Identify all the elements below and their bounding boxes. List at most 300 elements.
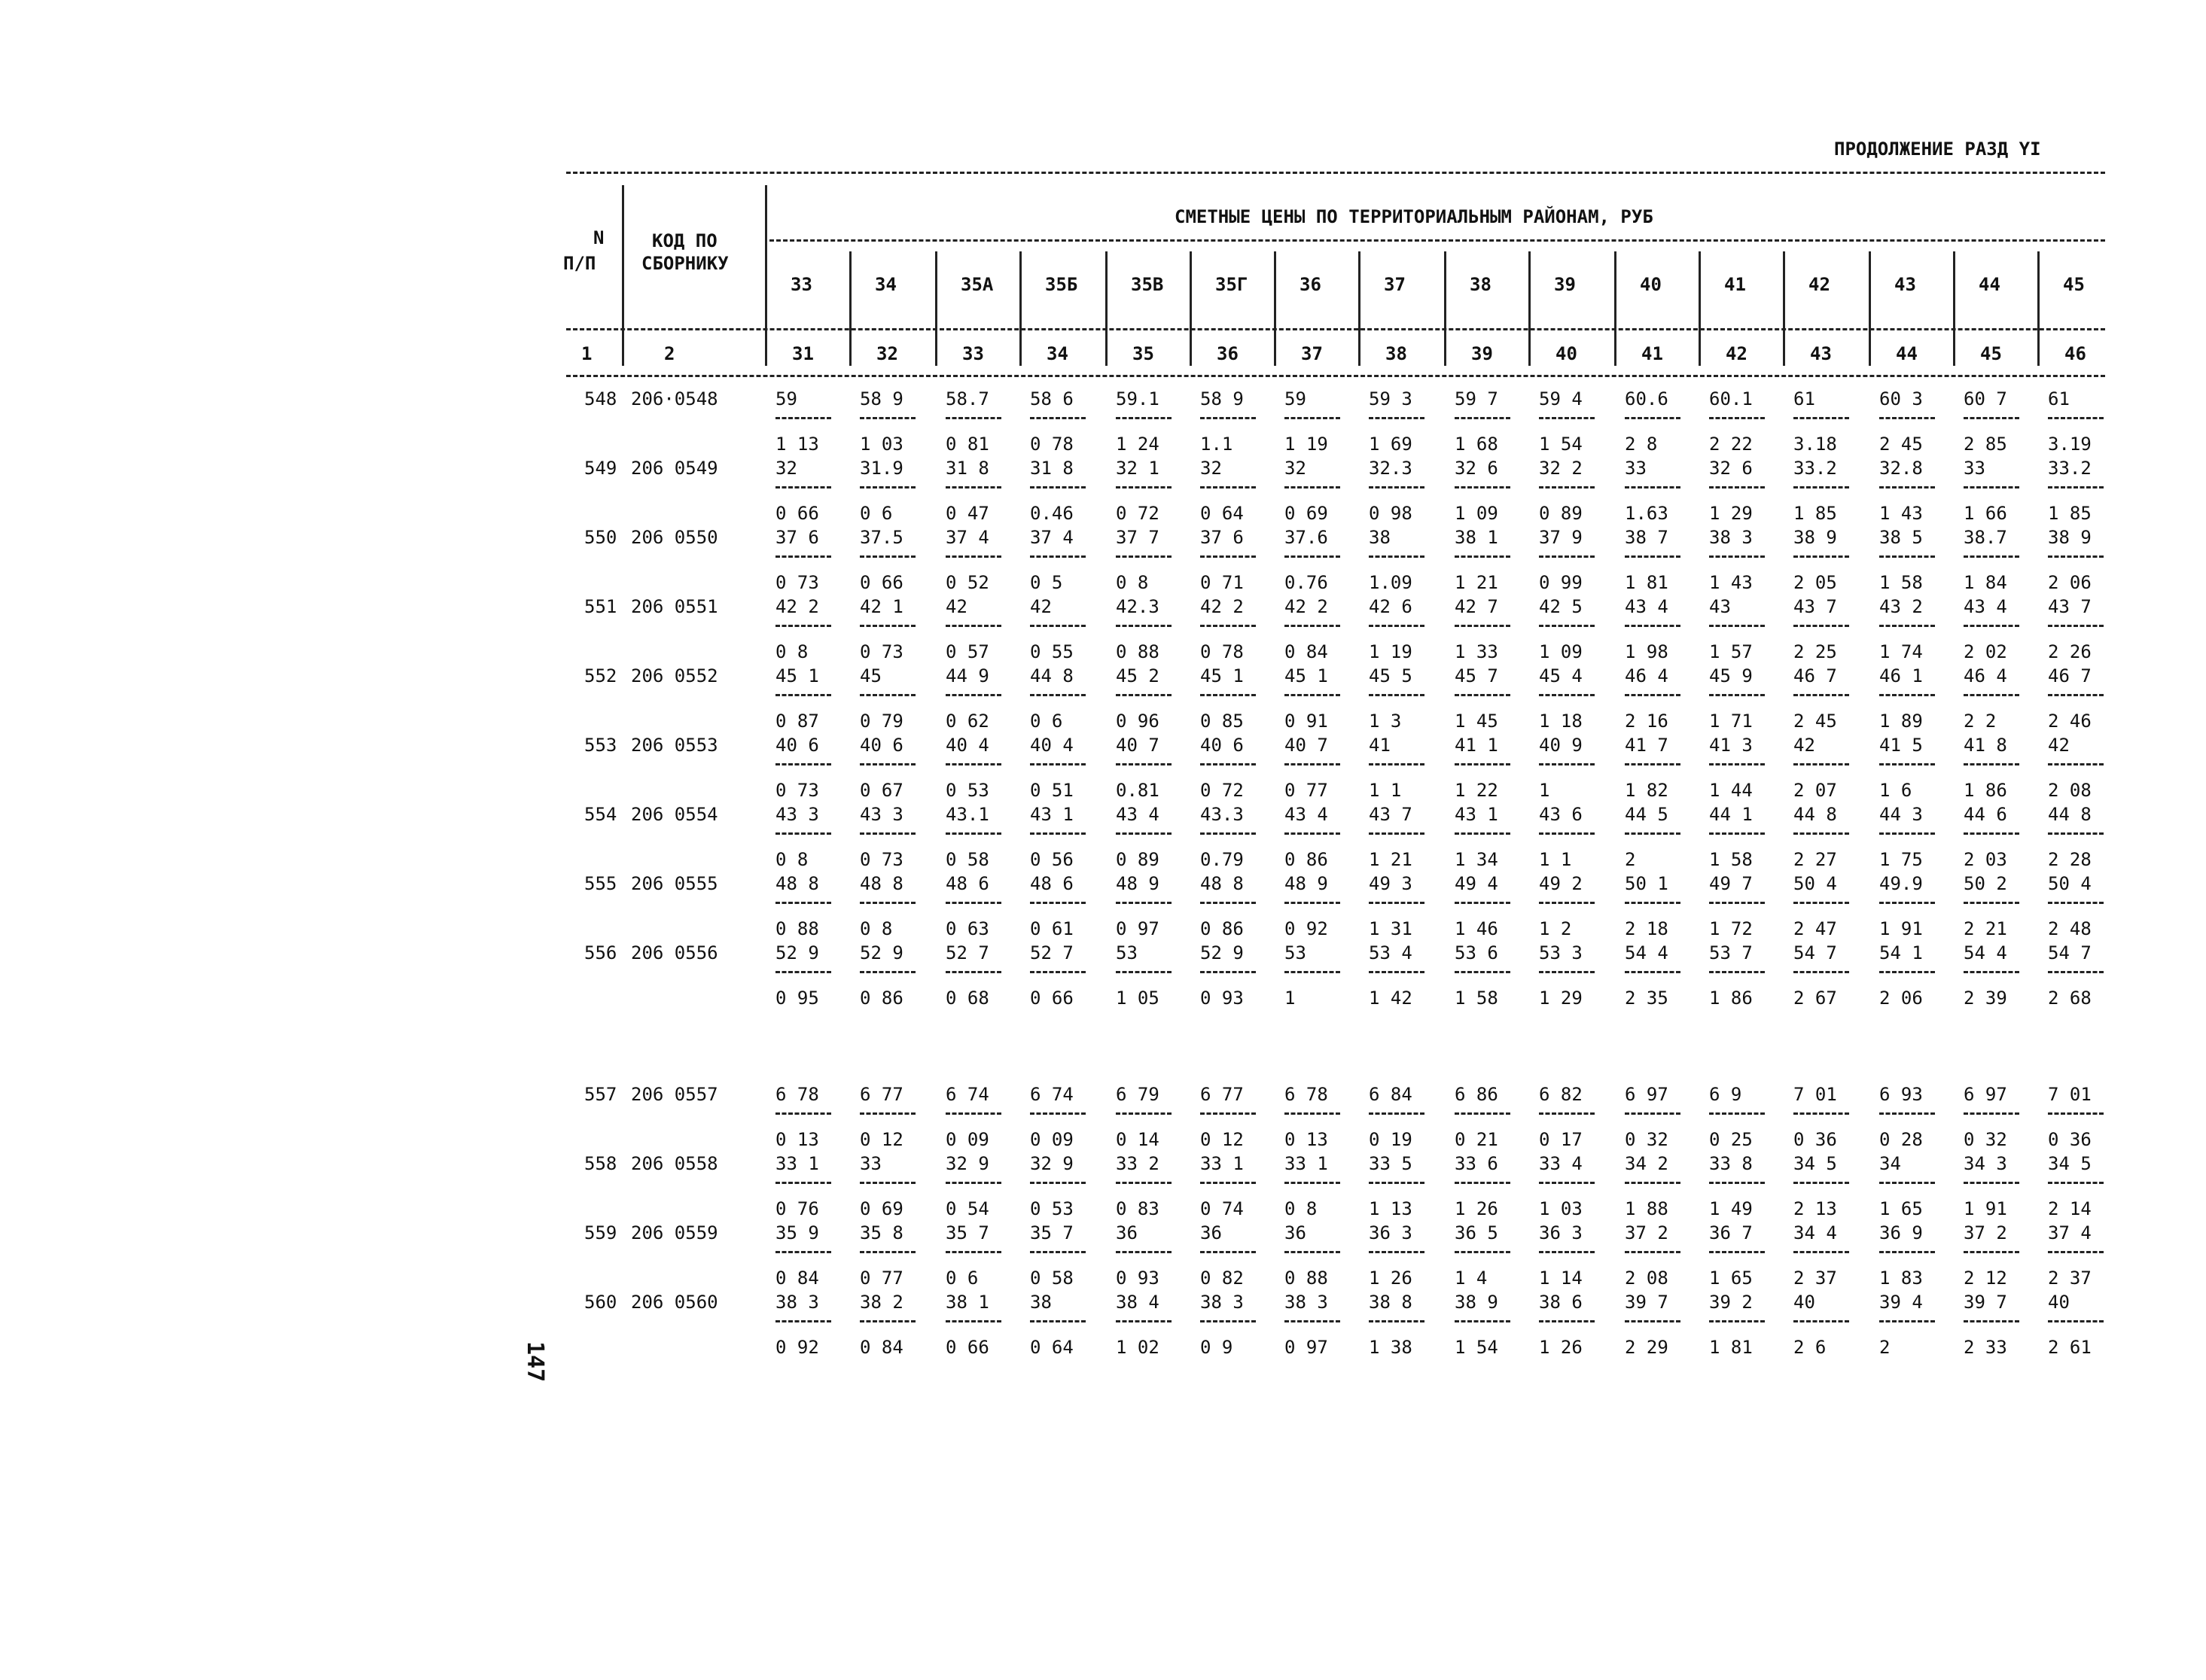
price-value: 38 [1030,1292,1052,1313]
price-coefficient: 1 74 [1879,641,1923,662]
col-divider [1614,251,1616,366]
price-value: 6 77 [1200,1084,1244,1105]
price-coefficient: 0 36 [2048,1129,2092,1150]
price-value: 6 86 [1455,1084,1498,1105]
fraction-line [1455,1182,1510,1184]
fraction-line [1964,694,2019,696]
price-value: 6 82 [1539,1084,1583,1105]
price-value: 49.9 [1879,873,1923,894]
price-value: 38 3 [1284,1292,1328,1313]
price-coefficient: 0 61 [1030,918,1074,939]
fraction-line [1879,902,1935,904]
index-cell: 36 [1217,343,1239,364]
price-value: 45 1 [1284,665,1328,686]
fraction-line [2048,1251,2104,1253]
fraction-line [1709,763,1765,765]
fraction-line [1030,1182,1086,1184]
price-value: 58 6 [1030,388,1074,409]
fraction-line [1030,486,1086,488]
price-value: 6 78 [775,1084,819,1105]
price-coefficient: 1 1 [1369,780,1402,801]
fraction-line [1116,763,1172,765]
price-coefficient: 0 21 [1455,1129,1498,1150]
fraction-line [1879,1251,1935,1253]
price-value: 45 1 [775,665,819,686]
fraction-line [860,763,916,765]
price-value: 48 8 [775,873,819,894]
fraction-line [1964,1320,2019,1322]
price-coefficient: 0 97 [1116,918,1159,939]
row-code: 206 0551 [631,596,718,617]
fraction-line [1793,625,1849,627]
price-value: 38 [1369,527,1391,548]
district-column-header: 35В [1131,274,1164,295]
fraction-line [1369,1251,1424,1253]
price-value: 54 4 [1625,942,1668,963]
price-coefficient: 1.1 [1200,434,1233,455]
price-coefficient: 1 09 [1539,641,1583,662]
fraction-line [1793,555,1849,558]
fraction-line [1030,832,1086,835]
price-value: 58 9 [860,388,903,409]
price-coefficient: 1 26 [1539,1337,1583,1358]
price-value: 43 1 [1455,804,1498,825]
col-divider [1105,251,1108,366]
price-value: 42 2 [1200,596,1244,617]
price-value: 48 6 [1030,873,1074,894]
price-value: 6 97 [1964,1084,2007,1105]
price-coefficient: 0 09 [946,1129,989,1150]
district-column-header: 36 [1300,274,1321,295]
price-value: 38 3 [775,1292,819,1313]
row-number: 549 [584,458,617,479]
price-value: 33.2 [1793,458,1837,479]
price-coefficient: 0 47 [946,503,989,524]
fraction-line [1200,1320,1256,1322]
price-coefficient: 2 45 [1793,711,1837,732]
price-value: 33 [860,1153,882,1174]
price-value: 46 7 [1793,665,1837,686]
col-divider [1274,251,1276,366]
price-value: 42 [946,596,967,617]
fraction-line [1455,902,1510,904]
fraction-line [2048,971,2104,973]
row-number: 555 [584,873,617,894]
fraction-line [860,971,916,973]
price-value: 52 7 [1030,942,1074,963]
fraction-line [1709,1112,1765,1115]
col-divider [1019,251,1022,366]
price-coefficient: 0 92 [1284,918,1328,939]
index-cell: 43 [1810,343,1832,364]
fraction-line [2048,1320,2104,1322]
district-column-header: 37 [1384,274,1406,295]
price-value: 40 [2048,1292,2070,1313]
price-coefficient: 1 [1284,988,1296,1009]
price-coefficient: 0 92 [775,1337,819,1358]
district-column-header: 42 [1808,274,1830,295]
price-value: 46 4 [1625,665,1668,686]
price-coefficient: 1 54 [1455,1337,1498,1358]
price-coefficient: 0 72 [1200,780,1244,801]
fraction-line [1709,625,1765,627]
price-coefficient: 1 45 [1455,711,1498,732]
fraction-line [1284,971,1340,973]
price-value: 54 4 [1964,942,2007,963]
row-code: 206 0552 [631,665,718,686]
fraction-line [775,1112,831,1115]
fraction-line [1030,555,1086,558]
price-coefficient: 0 79 [860,711,903,732]
price-coefficient: 1 85 [1793,503,1837,524]
price-coefficient: 0 32 [1625,1129,1668,1150]
col-divider [1190,251,1192,366]
price-coefficient: 1 21 [1369,849,1412,870]
fraction-line [1369,625,1424,627]
col-divider [1783,251,1785,366]
price-coefficient: 0 93 [1116,1268,1159,1289]
col-divider [2037,251,2040,366]
price-coefficient: 1 58 [1455,988,1498,1009]
index-cell: 32 [876,343,898,364]
price-value: 48 8 [1200,873,1244,894]
price-coefficient: 1 58 [1709,849,1753,870]
fraction-line [1030,971,1086,973]
district-column-header: 45 [2063,274,2085,295]
district-column-header: 43 [1894,274,1916,295]
price-coefficient: 2 37 [1793,1268,1837,1289]
col-divider [1528,251,1531,366]
fraction-line [860,694,916,696]
fraction-line [1539,971,1595,973]
price-coefficient: 1 18 [1539,711,1583,732]
price-coefficient: 1 42 [1369,988,1412,1009]
fraction-line [1539,832,1595,835]
price-value: 43 7 [1793,596,1837,617]
price-value: 38 9 [2048,527,2092,548]
price-value: 33 5 [1369,1153,1412,1174]
row-code: 206 0553 [631,735,718,756]
fraction-line [1369,555,1424,558]
price-value: 37 2 [1964,1222,2007,1243]
fraction-line [1455,417,1510,419]
price-value: 33 2 [1116,1153,1159,1174]
price-value: 46 1 [1879,665,1923,686]
fraction-line [1879,1112,1935,1115]
price-coefficient: 0 71 [1200,572,1244,593]
price-coefficient: 0 36 [1793,1129,1837,1150]
price-coefficient: 0 89 [1539,503,1583,524]
price-coefficient: 0 19 [1369,1129,1412,1150]
code-label: КОД ПО [652,230,718,251]
price-coefficient: 0 6 [1030,711,1063,732]
price-coefficient: 2 06 [2048,572,2092,593]
price-coefficient: 1 14 [1539,1268,1583,1289]
price-coefficient: 1.09 [1369,572,1412,593]
fraction-line [2048,555,2104,558]
price-value: 41 5 [1879,735,1923,756]
col-divider [1358,251,1360,366]
price-value: 53 [1116,942,1138,963]
fraction-line [775,902,831,904]
price-coefficient: 0 6 [860,503,893,524]
fraction-line [1709,902,1765,904]
price-coefficient: 0 58 [1030,1268,1074,1289]
price-value: 43 2 [1879,596,1923,617]
fraction-line [775,971,831,973]
price-coefficient: 2 05 [1793,572,1837,593]
price-coefficient: 0 96 [1116,711,1159,732]
price-value: 44 8 [2048,804,2092,825]
price-value: 6 79 [1116,1084,1159,1105]
price-value: 59 4 [1539,388,1583,409]
row-number: 558 [584,1153,617,1174]
fraction-line [1793,971,1849,973]
fraction-line [1284,832,1340,835]
price-value: 46 4 [1964,665,2007,686]
fraction-line [1455,486,1510,488]
price-coefficient: 1 38 [1369,1337,1412,1358]
price-coefficient: 1 58 [1879,572,1923,593]
fraction-line [1030,763,1086,765]
fraction-line [1200,417,1256,419]
fraction-line [1116,694,1172,696]
price-value: 43 3 [775,804,819,825]
fraction-line [946,1112,1001,1115]
price-value: 52 9 [1200,942,1244,963]
fraction-line [1964,1112,2019,1115]
price-coefficient: 0 73 [775,572,819,593]
header-mid-rule [566,328,2105,330]
fraction-line [1369,763,1424,765]
price-value: 32 9 [946,1153,989,1174]
price-value: 39 4 [1879,1292,1923,1313]
price-coefficient: 0 66 [1030,988,1074,1009]
fraction-line [1030,1112,1086,1115]
fraction-line [1709,1182,1765,1184]
price-coefficient: 2 68 [2048,988,2092,1009]
fraction-line [1964,555,2019,558]
fraction-line [860,1112,916,1115]
price-coefficient: 0 77 [1284,780,1328,801]
index-cell: 39 [1471,343,1493,364]
fraction-line [946,832,1001,835]
fraction-line [1200,902,1256,904]
fraction-line [1284,763,1340,765]
district-column-header: 40 [1640,274,1662,295]
index-cell: 38 [1385,343,1407,364]
price-coefficient: 0 13 [1284,1129,1328,1150]
fraction-line [1793,1112,1849,1115]
row-code: 206 0549 [631,458,718,479]
fraction-line [1793,417,1849,419]
price-coefficient: 1 69 [1369,434,1412,455]
price-coefficient: 0.76 [1284,572,1328,593]
price-coefficient: 0 77 [860,1268,903,1289]
fraction-line [1200,555,1256,558]
price-coefficient: 0 88 [1116,641,1159,662]
price-value: 34 [1879,1153,1901,1174]
price-coefficient: 1 3 [1369,711,1402,732]
fraction-line [946,971,1001,973]
price-coefficient: 2 2 [1964,711,1997,732]
fraction-line [1964,902,2019,904]
district-column-header: 35А [961,274,994,295]
fraction-line [1793,486,1849,488]
price-coefficient: 3.19 [2048,434,2092,455]
price-value: 43 7 [2048,596,2092,617]
price-coefficient: 0 84 [775,1268,819,1289]
price-coefficient: 0 8 [775,641,809,662]
price-coefficient: 0 64 [1030,1337,1074,1358]
fraction-line [1539,555,1595,558]
fraction-line [775,555,831,558]
fraction-line [1116,555,1172,558]
fraction-line [1793,694,1849,696]
price-coefficient: 0 97 [1284,1337,1328,1358]
price-coefficient: 0 9 [1200,1337,1233,1358]
fraction-line [1625,832,1680,835]
fraction-line [1539,902,1595,904]
row-code: 206 0559 [631,1222,718,1243]
fraction-line [1879,555,1935,558]
fraction-line [1709,971,1765,973]
price-value: 6 77 [860,1084,903,1105]
price-value: 45 [860,665,882,686]
price-value: 34 3 [1964,1153,2007,1174]
fraction-line [1369,971,1424,973]
price-value: 36 9 [1879,1222,1923,1243]
fraction-line [1284,1182,1340,1184]
district-column-header: 39 [1554,274,1576,295]
price-value: 38 9 [1793,527,1837,548]
fraction-line [1116,971,1172,973]
fraction-line [1200,971,1256,973]
price-value: 37.6 [1284,527,1328,548]
fraction-line [1116,1251,1172,1253]
fraction-line [1879,971,1935,973]
price-coefficient: 1 83 [1879,1268,1923,1289]
row-code: 206 0556 [631,942,718,963]
price-coefficient: 1 91 [1964,1198,2007,1219]
fraction-line [1030,902,1086,904]
fraction-line [1455,1251,1510,1253]
price-coefficient: 1 02 [1116,1337,1159,1358]
price-value: 53 4 [1369,942,1412,963]
price-coefficient: 2 25 [1793,641,1837,662]
price-coefficient: 0 57 [946,641,989,662]
price-value: 37 4 [1030,527,1074,548]
price-value: 33 [1964,458,1985,479]
fraction-line [1964,1182,2019,1184]
price-coefficient: 0 98 [1369,503,1412,524]
price-value: 45 2 [1116,665,1159,686]
price-coefficient: 0 64 [1200,503,1244,524]
district-column-header: 35Г [1215,274,1248,295]
price-value: 38 1 [1455,527,1498,548]
price-value: 37 4 [2048,1222,2092,1243]
row-code: 206 0555 [631,873,718,894]
price-value: 45 7 [1455,665,1498,686]
price-value: 31 8 [946,458,989,479]
price-coefficient: 0.79 [1200,849,1244,870]
index-cell: 46 [2064,343,2086,364]
price-coefficient: 1 57 [1709,641,1753,662]
price-value: 60.1 [1709,388,1753,409]
fraction-line [1284,694,1340,696]
fraction-line [1369,694,1424,696]
price-coefficient: 1 6 [1879,780,1912,801]
price-coefficient: 0 09 [1030,1129,1074,1150]
price-coefficient: 1 29 [1539,988,1583,1009]
fraction-line [1200,1182,1256,1184]
index-cell: 33 [962,343,984,364]
price-value: 35 7 [1030,1222,1074,1243]
price-value: 37 2 [1625,1222,1668,1243]
fraction-line [1879,1182,1935,1184]
price-value: 32 6 [1709,458,1753,479]
price-value: 32.3 [1369,458,1412,479]
price-coefficient: 2 08 [1625,1268,1668,1289]
price-coefficient: 2 16 [1625,711,1668,732]
price-coefficient: 2 35 [1625,988,1668,1009]
fraction-line [1116,832,1172,835]
price-value: 53 3 [1539,942,1583,963]
price-value: 41 8 [1964,735,2007,756]
price-value: 43 4 [1116,804,1159,825]
price-coefficient: 0 88 [1284,1268,1328,1289]
fraction-line [1709,832,1765,835]
price-value: 42 5 [1539,596,1583,617]
fraction-line [946,763,1001,765]
price-value: 32 1 [1116,458,1159,479]
fraction-line [860,486,916,488]
price-coefficient: 1 86 [1709,988,1753,1009]
price-coefficient: 1 33 [1455,641,1498,662]
fraction-line [1030,1320,1086,1322]
price-coefficient: 2 67 [1793,988,1837,1009]
row-number: 560 [584,1292,617,1313]
price-value: 46 7 [2048,665,2092,686]
fraction-line [1539,1112,1595,1115]
price-coefficient: 1 54 [1539,434,1583,455]
price-value: 36 3 [1369,1222,1412,1243]
fraction-line [946,555,1001,558]
price-coefficient: 0 56 [1030,849,1074,870]
price-value: 49 3 [1369,873,1412,894]
row-number: 553 [584,735,617,756]
row-number: 559 [584,1222,617,1243]
fraction-line [1284,417,1340,419]
fraction-line [775,1320,831,1322]
fraction-line [946,1320,1001,1322]
price-coefficient: 2 33 [1964,1337,2007,1358]
fraction-line [775,486,831,488]
price-value: 37 6 [1200,527,1244,548]
price-value: 50 4 [1793,873,1837,894]
price-value: 42 [1793,735,1815,756]
fraction-line [2048,417,2104,419]
row-number: 550 [584,527,617,548]
price-coefficient: 2 13 [1793,1198,1837,1219]
fraction-line [1200,763,1256,765]
price-coefficient: 1 65 [1879,1198,1923,1219]
price-value: 40 6 [860,735,903,756]
price-value: 53 [1284,942,1306,963]
price-coefficient: 0 73 [860,849,903,870]
price-coefficient: 0 8 [860,918,893,939]
price-coefficient: 1 84 [1964,572,2007,593]
